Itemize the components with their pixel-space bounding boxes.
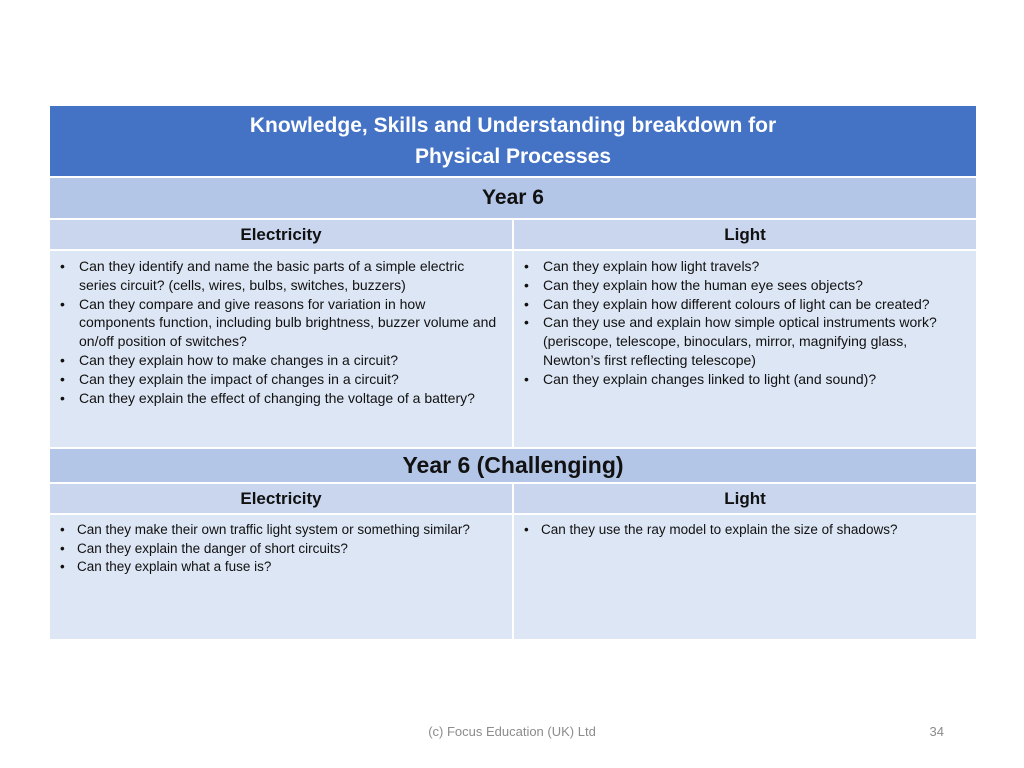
- year6-light-content: [513, 250, 977, 448]
- list-item: • Can they explain changes linked to light (and sound)?: [524, 370, 966, 389]
- list-item: • Can they use and explain how simple optical instruments work? (periscope, telescope, binoculars, mirror, magnifying glass, Newton’s first reflecting telescope): [524, 313, 966, 369]
- list-item: • Can they explain the danger of short circuits?: [60, 540, 502, 559]
- list-item: • Can they identify and name the basic parts of a simple electric series circuit? (cells, wires, bulbs, switches, buzzers): [60, 257, 502, 295]
- table-title: [49, 105, 977, 177]
- title-line-1: Knowledge, Skills and Understanding breakdown for: [249, 114, 777, 137]
- list-item: • Can they explain what a fuse is?: [60, 558, 502, 577]
- list-item: • Can they use the ray model to explain the size of shadows?: [524, 521, 966, 540]
- year6-light-heading: Light: [513, 219, 977, 250]
- year6-light-list: [514, 251, 976, 389]
- footer-credit: (c) Focus Education (UK) Ltd: [428, 724, 596, 739]
- challenging-electricity-heading: Electricity: [49, 483, 513, 514]
- year6-electricity-content: [49, 250, 513, 448]
- year6-heading: Year 6: [49, 177, 977, 219]
- page-number: 34: [929, 724, 944, 739]
- challenging-light-heading: Light: [513, 483, 977, 514]
- challenging-light-list: [514, 515, 976, 540]
- list-item: • Can they explain how light travels?: [524, 257, 966, 276]
- breakdown-table: [48, 104, 978, 641]
- year6-electricity-heading: Electricity: [49, 219, 513, 250]
- list-item: • Can they explain the effect of changing the voltage of a battery?: [60, 389, 502, 408]
- challenging-electricity-list: [50, 515, 512, 577]
- list-item: • Can they explain how to make changes in a circuit?: [60, 351, 502, 370]
- year6-electricity-list: [50, 251, 512, 407]
- list-item: • Can they make their own traffic light system or something similar?: [60, 521, 502, 540]
- list-item: • Can they explain how the human eye sees objects?: [524, 276, 966, 295]
- list-item: • Can they explain the impact of changes in a circuit?: [60, 370, 502, 389]
- year6-challenging-heading: Year 6 (Challenging): [49, 448, 977, 483]
- challenging-electricity-content: [49, 514, 513, 640]
- title-line-2: Physical Processes: [414, 145, 612, 168]
- list-item: • Can they compare and give reasons for variation in how components function, including bulb brightness, buzzer volume and on/off position of switches?: [60, 295, 502, 351]
- list-item: • Can they explain how different colours of light can be created?: [524, 295, 966, 314]
- challenging-light-content: [513, 514, 977, 640]
